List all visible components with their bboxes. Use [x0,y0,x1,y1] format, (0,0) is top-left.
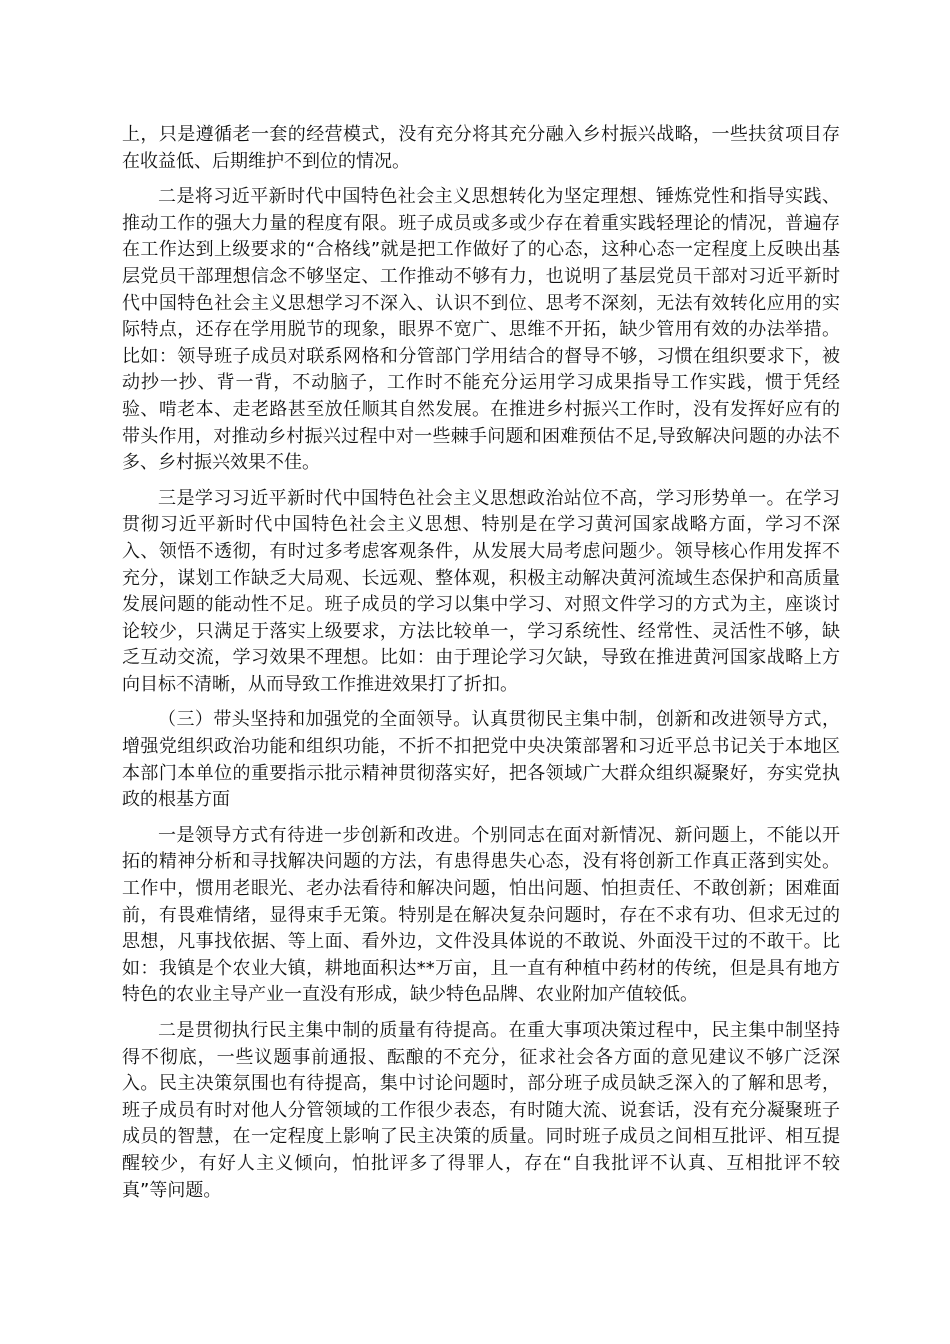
document-page [122,122,840,1213]
paragraph-section-three-heading: （三）带头坚持和加强党的全面领导。认真贯彻民主集中制，创新和改进领导方式，增强党组织政治功能和组织功能，不折不扣把党中央决策部署和习近平总书记关于本地区本部门本单位的重要指示批示精神贯彻落实好，把各领域广大群众组织凝聚好，夯实党执政的根基方面 [122,709,840,811]
paragraph-point-two-theory: 二是将习近平新时代中国特色社会主义思想转化为坚定理想、锤炼党性和指导实践、推动工作的强大力量的程度有限。班子成员或多或少存在着重实践轻理论的情况，普遍存在工作达到上级要求的“合格线”就是把工作做好了的心态，这种心态一定程度上反映出基层党员干部理想信念不够坚定、工作推动不够有力，也说明了基层党员干部对习近平新时代中国特色社会主义思想学习不深入、认识不到位、思考不深刻，无法有效转化应用的实际特点，还存在学用脱节的现象，眼界不宽广、思维不开拓，缺少管用有效的办法举措。比如：领导班子成员对联系网格和分管部门学用结合的督导不够，习惯在组织要求下，被动抄一抄、背一背，不动脑子，工作时不能充分运用学习成果指导工作实践，惯于凭经验、啃老本、走老路甚至放任顺其自然发展。在推进乡村振兴工作时，没有发挥好应有的带头作用，对推动乡村振兴过程中对一些棘手问题和困难预估不足,导致解决问题的办法不多、乡村振兴效果不佳。 [122,186,840,474]
paragraph-point-three-study: 三是学习习近平新时代中国特色社会主义思想政治站位不高，学习形势单一。在学习贯彻习近平新时代中国特色社会主义思想、特别是在学习黄河国家战略方面，学习不深入、领悟不透彻，有时过多考虑客观条件，从发展大局考虑问题少。领导核心作用发挥不充分，谋划工作缺乏大局观、长远观、整体观，积极主动解决黄河流域生态保护和高质量发展问题的能动性不足。班子成员的学习以集中学习、对照文件学习的方式为主，座谈讨论较少，只满足于落实上级要求，方法比较单一，学习系统性、经常性、灵活性不够，缺乏互动交流，学习效果不理想。比如：由于理论学习欠缺，导致在推进黄河国家战略上方向目标不清晰，从而导致工作推进效果打了折扣。 [122,487,840,695]
paragraph-continuation: 上，只是遵循老一套的经营模式，没有充分将其充分融入乡村振兴战略，一些扶贫项目存在收益低、后期维护不到位的情况。 [122,124,840,172]
paragraph-point-two-democracy: 二是贯彻执行民主集中制的质量有待提高。在重大事项决策过程中，民主集中制坚持得不彻底，一些议题事前通报、酝酿的不充分，征求社会各方面的意见建议不够广泛深入。民主决策氛围也有待提高，集中讨论问题时，部分班子成员缺乏深入的了解和思考，班子成员有时对他人分管领域的工作很少表态，有时随大流、说套话，没有充分凝聚班子成员的智慧，在一定程度上影响了民主决策的质量。同时班子成员之间相互批评、相互提醒较少，有好人主义倾向，怕批评多了得罪人，存在“自我批评不认真、互相批评不较真”等问题。 [122,1020,840,1201]
paragraph-point-one-leadership: 一是领导方式有待进一步创新和改进。个别同志在面对新情况、新问题上，不能以开拓的精神分析和寻找解决问题的方法，有患得患失心态，没有将创新工作真正落到实处。工作中，惯用老眼光、老办法看待和解决问题，怕出问题、怕担责任、不敢创新；困难面前，有畏难情绪，显得束手无策。特别是在解决复杂问题时，存在不求有功、但求无过的思想，凡事找依据、等上面、看外边，文件没具体说的不敢说、外面没干过的不敢干。比如：我镇是个农业大镇，耕地面积达**万亩，且一直有种植中药材的传统，但是具有地方特色的农业主导产业一直没有形成，缺少特色品牌、农业附加产值较低。 [122,824,840,1006]
